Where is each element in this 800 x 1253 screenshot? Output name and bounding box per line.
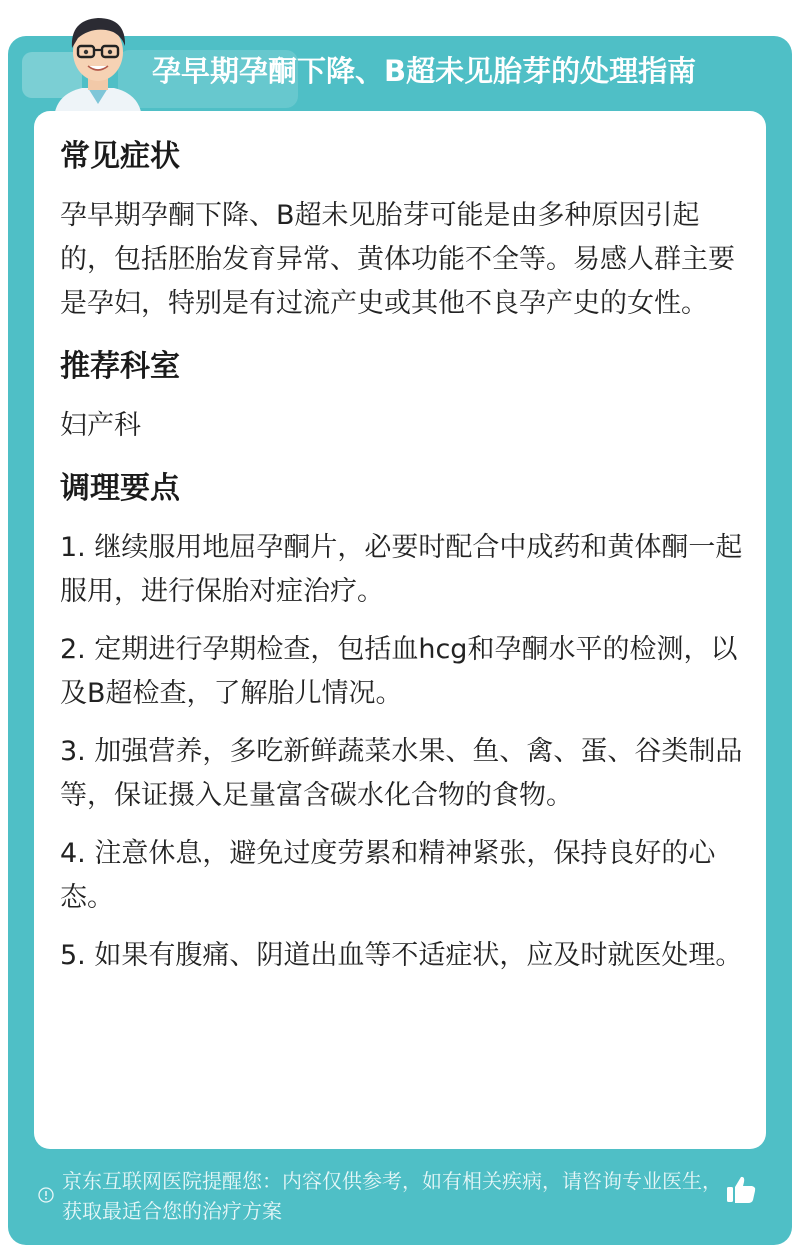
department-text: 妇产科 [60,410,141,441]
symptoms-text: 孕早期孕酮下降、B超未见胎芽可能是由多种原因引起的，包括胚胎发育异常、黄体功能不全等。易感人群主要是孕妇，特别是有过流产史或其他不良孕产史的女性。 [60,200,735,319]
symptoms-heading: 常见症状 [60,139,180,174]
disclaimer-text: 京东互联网医院提醒您：内容仅供参考，如有相关疾病，请咨询专业医生，获取最适合您的治疗方案 [62,1169,722,1223]
care-item: 1. 继续服用地屈孕酮片，必要时配合中成药和黄体酮一起服用，进行保胎对症治疗。 [60,532,743,607]
guide-content [60,132,744,992]
care-heading: 调理要点 [60,471,180,506]
thumbs-up-icon[interactable] [724,1172,758,1206]
care-item: 2. 定期进行孕期检查，包括血hcg和孕酮水平的检测，以及B超检查，了解胎儿情况。 [60,634,738,709]
info-icon [38,1187,54,1203]
page-title: 孕早期孕酮下降、B超未见胎芽的处理指南 [152,54,697,88]
doctor-avatar-icon [46,8,150,118]
care-item: 5. 如果有腹痛、阴道出血等不适症状，应及时就医处理。 [60,940,743,971]
care-item: 3. 加强营养，多吃新鲜蔬菜水果、鱼、禽、蛋、谷类制品等，保证摄入足量富含碳水化合物的食物。 [60,736,743,811]
care-item: 4. 注意休息，避免过度劳累和精神紧张，保持良好的心态。 [60,838,716,913]
department-heading: 推荐科室 [60,349,180,384]
care-list [60,526,744,978]
